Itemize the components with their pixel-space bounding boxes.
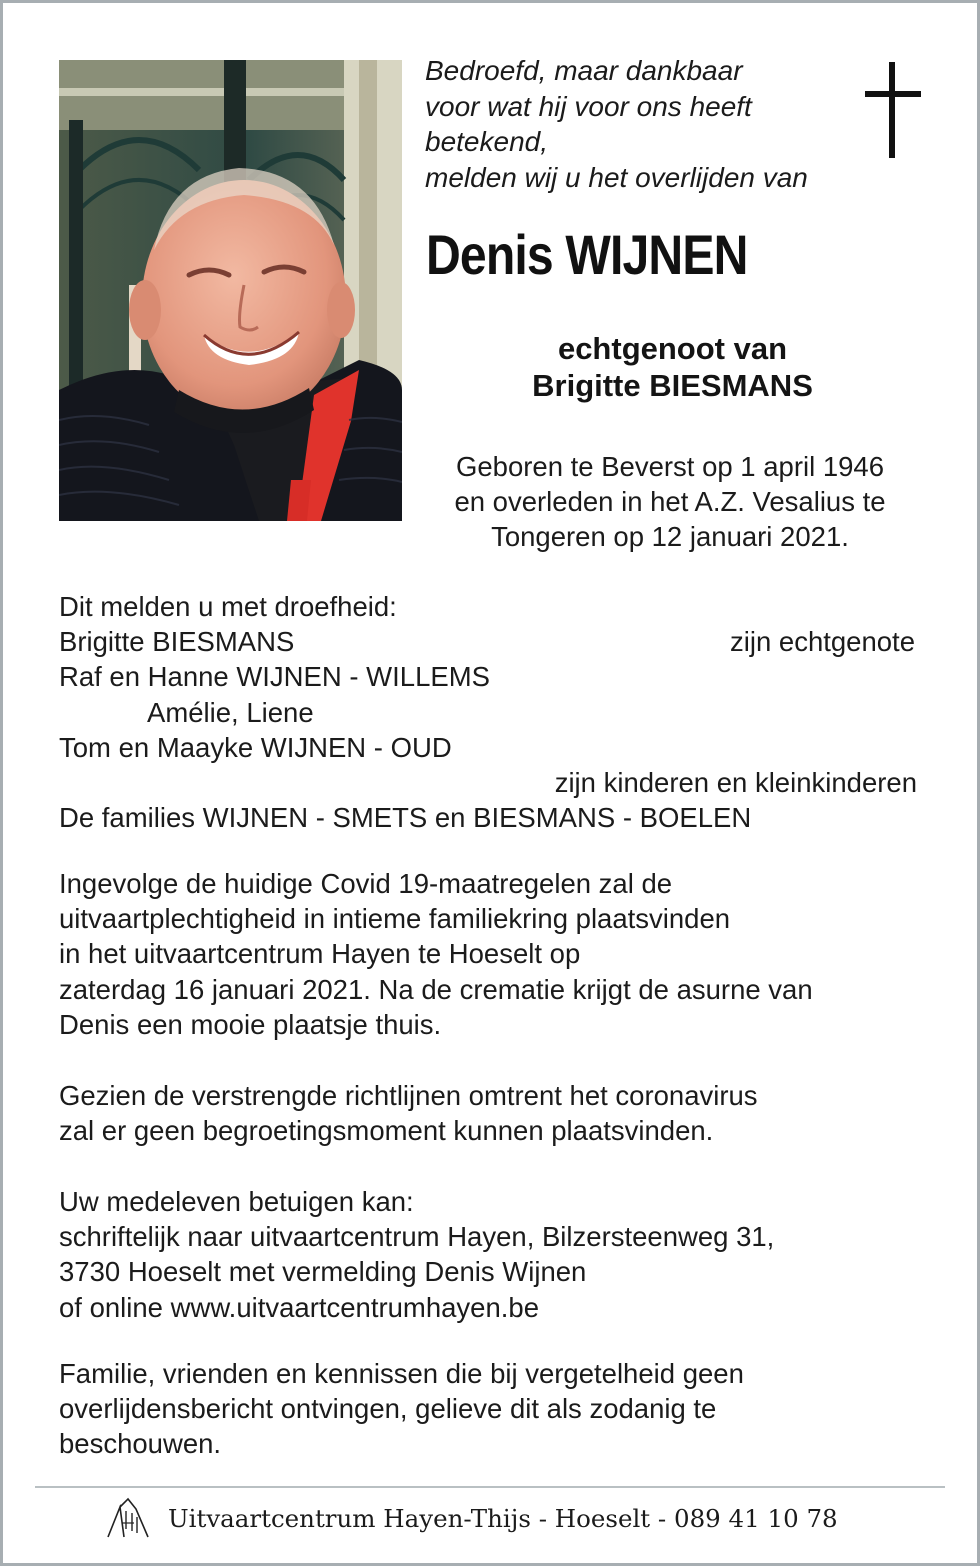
- portrait-illustration: [59, 60, 402, 521]
- spouse-label: echtgenoot van: [557, 331, 788, 366]
- family-member: De families WIJNEN - SMETS en BIESMANS - BOELEN: [59, 802, 752, 834]
- birth-death-block: [420, 449, 920, 554]
- paragraph-line: beschouwen.: [59, 1428, 222, 1460]
- paragraph-line: in het uitvaartcentrum Hayen te Hoeselt op: [59, 938, 581, 970]
- family-grandchildren: Amélie, Liene: [147, 696, 314, 728]
- paragraph-line: Gezien de verstrengde richtlijnen omtrent het coronavirus: [59, 1080, 758, 1111]
- footer-divider: [35, 1486, 945, 1488]
- family-row-spouse: [59, 624, 939, 659]
- paragraph-line: Denis een mooie plaatsje thuis.: [59, 1008, 442, 1040]
- footer: [100, 1495, 900, 1545]
- paragraph-line: schriftelijk naar uitvaartcentrum Hayen, Bilzersteenweg 31,: [59, 1221, 775, 1253]
- paragraph-line: zaterdag 16 januari 2021. Na de crematie krijgt de asurne van: [59, 973, 813, 1005]
- ceremony-paragraph: [59, 866, 939, 1042]
- family-member: Brigitte BIESMANS: [59, 626, 295, 658]
- family-list: [59, 589, 939, 835]
- family-relation: zijn kinderen en kleinkinderen: [554, 766, 917, 798]
- condolence-paragraph: [59, 1184, 939, 1325]
- paragraph-line: Uw medeleven betuigen kan:: [59, 1186, 414, 1217]
- intro-line: voor wat hij voor ons heeft: [425, 90, 752, 122]
- intro-text: [425, 53, 855, 195]
- no-visit-paragraph: [59, 1078, 939, 1148]
- spouse-name: Brigitte BIESMANS: [532, 368, 813, 403]
- paragraph-line: overlijdensbericht ontvingen, gelieve dit als zodanig te: [59, 1393, 717, 1425]
- deceased-name: Denis WIJNEN: [426, 223, 748, 286]
- intro-line: betekend,: [425, 126, 548, 157]
- latin-cross-icon: [864, 62, 922, 165]
- notice-paragraph: [59, 1356, 939, 1462]
- born-line: en overleden in het A.Z. Vesalius te: [454, 486, 886, 517]
- funeral-home-logo-icon: [104, 1495, 152, 1546]
- family-heading: Dit melden u met droefheid:: [59, 591, 397, 622]
- paragraph-line: Ingevolge de huidige Covid 19-maatregelen zal de: [59, 868, 673, 899]
- portrait-photo: [59, 60, 402, 521]
- family-member: Tom en Maayke WIJNEN - OUD: [59, 731, 452, 763]
- family-member: Raf en Hanne WIJNEN - WILLEMS: [59, 661, 490, 693]
- footer-contact: Uitvaartcentrum Hayen-Thijs - Hoeselt - 089 41 10 78: [168, 1504, 838, 1533]
- born-line: Geboren te Beverst op 1 april 1946: [455, 451, 885, 482]
- paragraph-line: Familie, vrienden en kennissen die bij vergetelheid geen: [59, 1358, 744, 1389]
- born-line: Tongeren op 12 januari 2021.: [491, 521, 849, 552]
- intro-line: melden wij u het overlijden van: [425, 161, 808, 193]
- paragraph-line: of online www.uitvaartcentrumhayen.be: [59, 1291, 539, 1323]
- paragraph-line: 3730 Hoeselt met vermelding Denis Wijnen: [59, 1256, 587, 1288]
- paragraph-line: zal er geen begroetingsmoment kunnen plaatsvinden.: [59, 1115, 714, 1147]
- family-relation: zijn echtgenote: [730, 626, 915, 658]
- spouse-block: [430, 330, 915, 404]
- paragraph-line: uitvaartplechtigheid in intieme familiekring plaatsvinden: [59, 903, 731, 935]
- intro-line: Bedroefd, maar dankbaar: [425, 55, 743, 86]
